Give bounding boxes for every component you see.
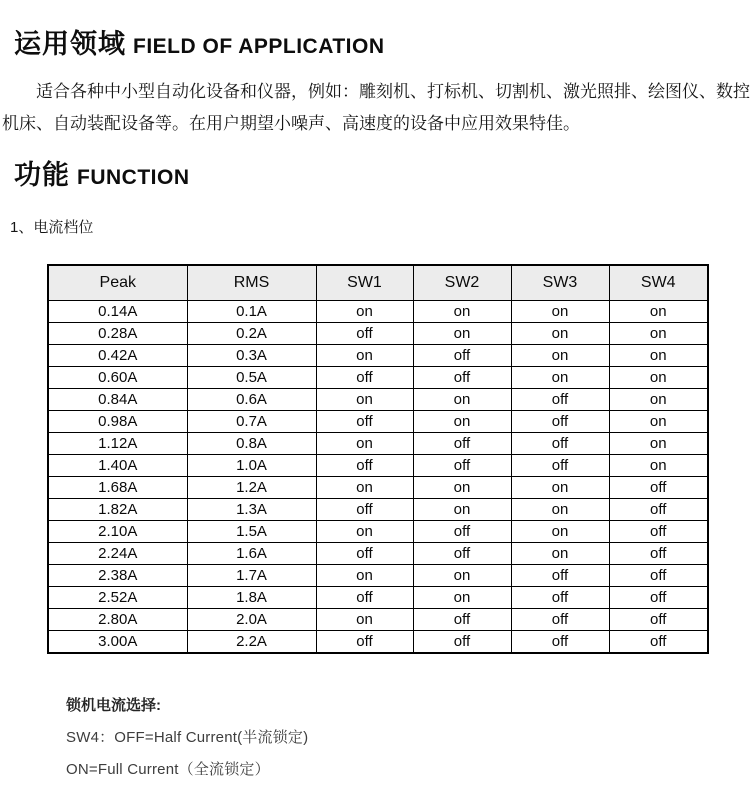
table-cell: off bbox=[413, 630, 511, 653]
table-cell: on bbox=[511, 322, 609, 344]
function-heading-english: FUNCTION bbox=[77, 166, 190, 189]
table-cell: 2.38A bbox=[48, 564, 187, 586]
table-cell: off bbox=[609, 630, 708, 653]
table-cell: on bbox=[511, 520, 609, 542]
table-cell: on bbox=[413, 498, 511, 520]
table-header-row bbox=[48, 265, 708, 300]
table-cell: 0.14A bbox=[48, 300, 187, 322]
table-cell: 1.5A bbox=[187, 520, 316, 542]
table-row bbox=[48, 520, 708, 542]
table-cell: 2.80A bbox=[48, 608, 187, 630]
table-row bbox=[48, 410, 708, 432]
table-cell: 1.6A bbox=[187, 542, 316, 564]
table-cell: on bbox=[413, 322, 511, 344]
table-row bbox=[48, 454, 708, 476]
table-header-cell: Peak bbox=[48, 265, 187, 300]
table-cell: on bbox=[316, 344, 413, 366]
table-cell: off bbox=[413, 608, 511, 630]
table-cell: on bbox=[609, 432, 708, 454]
table-cell: off bbox=[316, 630, 413, 653]
table-cell: 0.6A bbox=[187, 388, 316, 410]
table-cell: on bbox=[316, 300, 413, 322]
table-cell: off bbox=[609, 608, 708, 630]
table-row bbox=[48, 344, 708, 366]
table-cell: 0.8A bbox=[187, 432, 316, 454]
table-cell: 0.28A bbox=[48, 322, 187, 344]
table-cell: on bbox=[316, 476, 413, 498]
table-cell: on bbox=[413, 476, 511, 498]
table-cell: 1.82A bbox=[48, 498, 187, 520]
table-cell: 1.2A bbox=[187, 476, 316, 498]
table-cell: off bbox=[316, 410, 413, 432]
function-heading-chinese: 功能 bbox=[14, 160, 70, 190]
table-cell: on bbox=[413, 300, 511, 322]
field-heading-chinese: 运用领域 bbox=[14, 29, 126, 59]
table-header-cell: SW2 bbox=[413, 265, 511, 300]
table-header-cell: SW3 bbox=[511, 265, 609, 300]
table-cell: 1.12A bbox=[48, 432, 187, 454]
table-row bbox=[48, 432, 708, 454]
table-row bbox=[48, 476, 708, 498]
table-cell: 1.8A bbox=[187, 586, 316, 608]
table-cell: on bbox=[609, 344, 708, 366]
table-cell: off bbox=[511, 586, 609, 608]
table-cell: 2.24A bbox=[48, 542, 187, 564]
table-cell: off bbox=[316, 586, 413, 608]
table-cell: off bbox=[609, 586, 708, 608]
table-row bbox=[48, 366, 708, 388]
table-row bbox=[48, 388, 708, 410]
table-row bbox=[48, 586, 708, 608]
table-cell: off bbox=[609, 542, 708, 564]
table-cell: on bbox=[511, 344, 609, 366]
table-cell: off bbox=[316, 498, 413, 520]
table-cell: on bbox=[316, 432, 413, 454]
table-cell: off bbox=[316, 542, 413, 564]
table-row bbox=[48, 322, 708, 344]
table-cell: off bbox=[511, 388, 609, 410]
table-cell: off bbox=[413, 454, 511, 476]
table-cell: off bbox=[511, 432, 609, 454]
table-cell: on bbox=[511, 366, 609, 388]
table-row bbox=[48, 630, 708, 653]
table-cell: 1.40A bbox=[48, 454, 187, 476]
table-cell: 0.84A bbox=[48, 388, 187, 410]
table-cell: 0.2A bbox=[187, 322, 316, 344]
table-cell: 0.1A bbox=[187, 300, 316, 322]
table-cell: off bbox=[511, 630, 609, 653]
table-cell: on bbox=[609, 454, 708, 476]
table-cell: 3.00A bbox=[48, 630, 187, 653]
table-cell: 0.42A bbox=[48, 344, 187, 366]
table-cell: off bbox=[511, 564, 609, 586]
table-row bbox=[48, 498, 708, 520]
table-cell: on bbox=[511, 476, 609, 498]
application-paragraph-line-1: 适合各种中小型自动化设备和仪器，例如：雕刻机、打标机、切割机、激光照排、绘图仪、数控 bbox=[36, 82, 750, 101]
table-cell: 2.52A bbox=[48, 586, 187, 608]
current-gear-label: 1、电流档位 bbox=[10, 219, 94, 236]
table-cell: on bbox=[413, 586, 511, 608]
table-cell: off bbox=[413, 520, 511, 542]
application-paragraph-line-2: 机床、自动装配设备等。在用户期望小噪声、高速度的设备中应用效果特佳。 bbox=[2, 114, 580, 133]
table-cell: 2.0A bbox=[187, 608, 316, 630]
table-cell: off bbox=[413, 366, 511, 388]
table-cell: 1.68A bbox=[48, 476, 187, 498]
table-cell: 0.98A bbox=[48, 410, 187, 432]
table-header-cell: SW4 bbox=[609, 265, 708, 300]
table-cell: on bbox=[316, 520, 413, 542]
field-of-application-heading bbox=[14, 22, 385, 61]
table-body bbox=[48, 300, 708, 653]
application-paragraph bbox=[2, 76, 750, 140]
table-cell: off bbox=[511, 608, 609, 630]
table-cell: off bbox=[316, 454, 413, 476]
table-cell: on bbox=[316, 608, 413, 630]
table-cell: 2.10A bbox=[48, 520, 187, 542]
table-cell: on bbox=[609, 410, 708, 432]
table-cell: 1.7A bbox=[187, 564, 316, 586]
current-setting-table bbox=[47, 264, 709, 654]
table-cell: off bbox=[413, 344, 511, 366]
table-cell: off bbox=[413, 542, 511, 564]
table-cell: on bbox=[511, 542, 609, 564]
table-cell: on bbox=[609, 366, 708, 388]
table-cell: off bbox=[413, 432, 511, 454]
table-header-cell: SW1 bbox=[316, 265, 413, 300]
table-cell: on bbox=[609, 388, 708, 410]
field-heading-english: FIELD OF APPLICATION bbox=[133, 35, 385, 58]
table-cell: 1.0A bbox=[187, 454, 316, 476]
table-cell: 0.7A bbox=[187, 410, 316, 432]
table-cell: on bbox=[316, 564, 413, 586]
table-header-cell: RMS bbox=[187, 265, 316, 300]
table-cell: off bbox=[609, 564, 708, 586]
table-cell: on bbox=[413, 410, 511, 432]
table-cell: on bbox=[609, 300, 708, 322]
table-cell: on bbox=[316, 388, 413, 410]
function-heading bbox=[14, 153, 190, 192]
table-cell: 0.60A bbox=[48, 366, 187, 388]
table-cell: on bbox=[413, 388, 511, 410]
table-cell: off bbox=[609, 498, 708, 520]
table-row bbox=[48, 300, 708, 322]
sw4-on-note: ON=Full Current（全流锁定） bbox=[66, 761, 270, 778]
table-cell: 1.3A bbox=[187, 498, 316, 520]
table-cell: off bbox=[316, 322, 413, 344]
table-cell: 2.2A bbox=[187, 630, 316, 653]
table-cell: 0.5A bbox=[187, 366, 316, 388]
table-cell: off bbox=[609, 476, 708, 498]
table-cell: off bbox=[609, 520, 708, 542]
table-cell: on bbox=[413, 564, 511, 586]
table-cell: off bbox=[316, 366, 413, 388]
table-cell: off bbox=[511, 410, 609, 432]
table-cell: on bbox=[511, 498, 609, 520]
table-cell: on bbox=[609, 322, 708, 344]
table-cell: on bbox=[511, 300, 609, 322]
table-row bbox=[48, 608, 708, 630]
table-cell: 0.3A bbox=[187, 344, 316, 366]
table-cell: off bbox=[511, 454, 609, 476]
lock-current-note-title: 锁机电流选择: bbox=[66, 697, 161, 714]
table-row bbox=[48, 564, 708, 586]
table-row bbox=[48, 542, 708, 564]
sw4-off-note: SW4：OFF=Half Current(半流锁定) bbox=[66, 729, 309, 746]
